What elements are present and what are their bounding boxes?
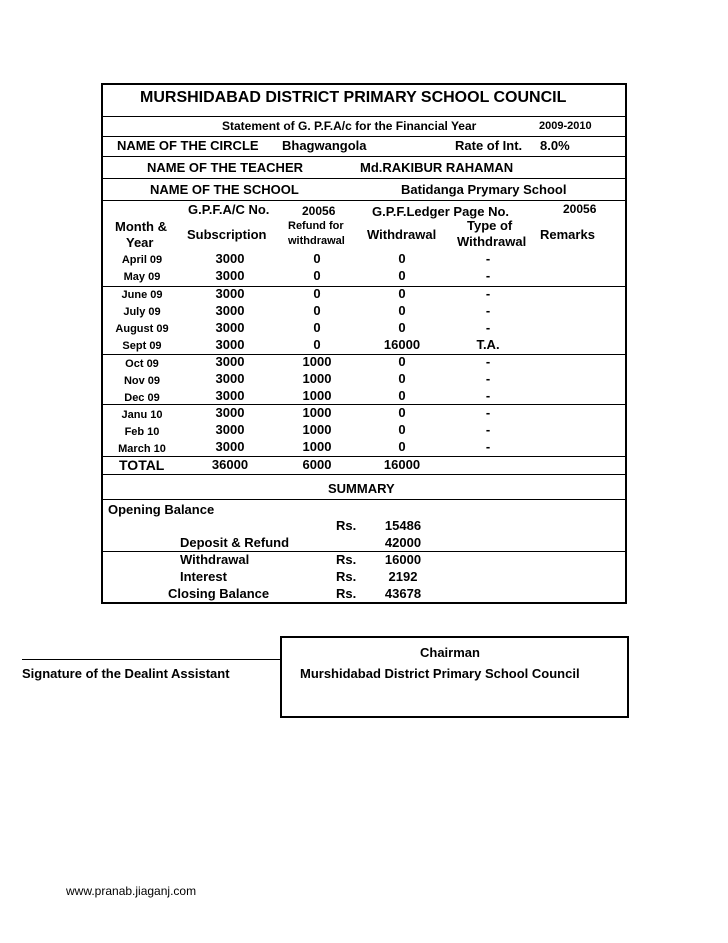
row-subscription: 3000 — [215, 268, 245, 283]
interest-label: Interest — [180, 569, 227, 584]
row-month: Dec 09 — [124, 392, 160, 404]
row-refund: 0 — [313, 303, 321, 318]
col-subscription: Subscription — [187, 227, 267, 242]
row-subscription: 3000 — [215, 251, 245, 266]
row-withdrawal: 0 — [398, 320, 406, 335]
frame-left-border — [101, 83, 103, 604]
opening-balance-label: Opening Balance — [108, 502, 215, 517]
row-type: T.A. — [476, 337, 500, 352]
chairman-council-label: Murshidabad District Primary School Council — [300, 666, 580, 681]
teacher-label: NAME OF THE TEACHER — [147, 160, 303, 175]
row-subscription: 3000 — [215, 354, 245, 369]
row-withdrawal: 0 — [398, 388, 406, 403]
col-type-line1: Type of — [467, 218, 513, 233]
row-month: July 09 — [123, 306, 161, 318]
row-withdrawal: 0 — [398, 439, 406, 454]
col-type-line2: Withdrawal — [457, 234, 527, 249]
teacher-value: Md.RAKIBUR RAHAMAN — [360, 160, 514, 175]
summary-title: SUMMARY — [328, 481, 395, 496]
ledger-label: G.P.F.Ledger Page No. — [372, 204, 510, 219]
row-month: May 09 — [123, 271, 161, 283]
deposit-refund-label: Deposit & Refund — [180, 535, 290, 550]
frame-bottom-border — [101, 602, 627, 604]
financial-year: 2009-2010 — [539, 120, 592, 132]
total-label: TOTAL — [119, 457, 165, 473]
row-refund: 0 — [313, 320, 321, 335]
school-value: Batidanga Prymary School — [401, 182, 567, 197]
row-subscription: 3000 — [215, 422, 245, 437]
row-subscription: 3000 — [215, 439, 245, 454]
col-remarks: Remarks — [540, 227, 595, 242]
school-label: NAME OF THE SCHOOL — [150, 182, 299, 197]
row-type: - — [485, 286, 491, 301]
withdrawal-rs: Rs. — [336, 552, 357, 567]
row-refund: 0 — [313, 251, 321, 266]
interest-rs: Rs. — [336, 569, 357, 584]
ac-label: G.P.F.A/C No. — [188, 202, 270, 217]
withdrawal-label: Withdrawal — [180, 552, 250, 567]
row-month: Feb 10 — [124, 426, 160, 438]
col-refund-line1: Refund for — [288, 220, 344, 232]
statement-title: Statement of G. P.F.A/c for the Financial Year — [222, 119, 477, 133]
row-refund: 0 — [313, 337, 321, 352]
row-subscription: 3000 — [215, 286, 245, 301]
frame-top-border — [101, 83, 627, 85]
deposit-refund-value: 42000 — [384, 535, 422, 550]
row-type: - — [485, 268, 491, 283]
withdrawal-value: 16000 — [384, 552, 422, 567]
council-title: MURSHIDABAD DISTRICT PRIMARY SCHOOL COUNCIL — [140, 89, 567, 106]
rate-label: Rate of Int. — [455, 138, 523, 153]
footer-website[interactable]: www.pranab.jiaganj.com — [66, 884, 197, 898]
assistant-signature-label: Signature of the Dealint Assistant — [22, 666, 230, 681]
row-refund: 0 — [313, 268, 321, 283]
row-refund: 1000 — [302, 388, 332, 403]
closing-balance-label: Closing Balance — [168, 586, 270, 601]
row-refund: 1000 — [302, 422, 332, 437]
row-withdrawal: 0 — [398, 371, 406, 386]
ledger-value: 20056 — [563, 202, 597, 216]
row-month: June 09 — [121, 289, 163, 301]
col-month-line2: Year — [126, 235, 154, 250]
rate-value: 8.0% — [540, 138, 570, 153]
total-refund: 6000 — [302, 457, 332, 472]
closing-balance-value: 43678 — [384, 586, 422, 601]
col-month-line1: Month & — [115, 219, 167, 234]
row-type: - — [485, 405, 491, 420]
frame-right-border — [625, 83, 627, 604]
row-type: - — [485, 371, 491, 386]
row-refund: 1000 — [302, 439, 332, 454]
row-subscription: 3000 — [215, 371, 245, 386]
row-withdrawal: 0 — [398, 286, 406, 301]
row-type: - — [485, 303, 491, 318]
row-subscription: 3000 — [215, 337, 245, 352]
row-type: - — [485, 439, 491, 454]
row-month: March 10 — [118, 443, 166, 455]
ac-value: 20056 — [302, 204, 336, 218]
row-type: - — [485, 251, 491, 266]
row-withdrawal: 0 — [398, 405, 406, 420]
row-type: - — [485, 354, 491, 369]
row-refund: 1000 — [302, 354, 332, 369]
row-month: Oct 09 — [125, 358, 159, 370]
row-type: - — [485, 422, 491, 437]
row-month: Nov 09 — [123, 375, 161, 387]
row-subscription: 3000 — [215, 303, 245, 318]
row-withdrawal: 0 — [398, 354, 406, 369]
total-subscription: 36000 — [211, 457, 249, 472]
row-subscription: 3000 — [215, 320, 245, 335]
total-withdrawal: 16000 — [383, 457, 421, 472]
row-month: April 09 — [121, 254, 163, 266]
col-withdrawal: Withdrawal — [367, 227, 437, 242]
interest-value: 2192 — [388, 569, 418, 584]
row-withdrawal: 0 — [398, 422, 406, 437]
circle-label: NAME OF THE CIRCLE — [117, 138, 259, 153]
row-type: - — [485, 388, 491, 403]
row-withdrawal: 16000 — [383, 337, 421, 352]
row-month: Sept 09 — [122, 340, 162, 352]
row-type: - — [485, 320, 491, 335]
row-withdrawal: 0 — [398, 251, 406, 266]
row-month: August 09 — [115, 323, 169, 335]
row-refund: 0 — [313, 286, 321, 301]
row-withdrawal: 0 — [398, 268, 406, 283]
assistant-signature-line — [22, 659, 281, 660]
col-refund-line2: withdrawal — [288, 235, 345, 247]
row-refund: 1000 — [302, 405, 332, 420]
closing-rs: Rs. — [336, 586, 357, 601]
opening-balance-value: 15486 — [384, 518, 422, 533]
row-subscription: 3000 — [215, 405, 245, 420]
row-subscription: 3000 — [215, 388, 245, 403]
row-withdrawal: 0 — [398, 303, 406, 318]
row-refund: 1000 — [302, 371, 332, 386]
chairman-label: Chairman — [420, 645, 480, 660]
row-month: Janu 10 — [121, 409, 163, 421]
circle-value: Bhagwangola — [282, 138, 367, 153]
opening-rs: Rs. — [336, 518, 357, 533]
